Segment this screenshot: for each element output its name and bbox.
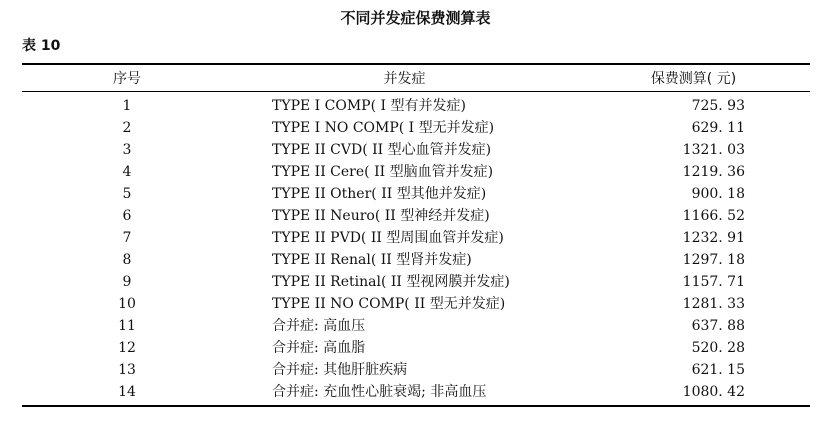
row-complication: TYPE II Neuro( II 型神经并发症) — [272, 208, 490, 224]
table-label: 表 10 — [22, 38, 61, 54]
row-index: 13 — [118, 362, 136, 378]
header-row — [22, 64, 810, 92]
row-premium: 637. 88 — [691, 318, 745, 334]
row-premium: 520. 28 — [691, 340, 745, 356]
row-complication: TYPE I NO COMP( I 型无并发症) — [272, 120, 495, 136]
row-premium: 1297. 18 — [682, 252, 745, 268]
row-premium: 629. 11 — [691, 120, 745, 136]
table-row — [22, 271, 810, 293]
row-premium: 1157. 71 — [682, 274, 745, 290]
table-row — [22, 92, 810, 118]
row-index: 9 — [122, 274, 132, 290]
row-index: 8 — [122, 252, 132, 268]
premium-table — [22, 63, 810, 407]
row-complication: TYPE II Retinal( II 型视网膜并发症) — [272, 274, 510, 290]
row-complication: TYPE II NO COMP( II 型无并发症) — [272, 296, 506, 312]
row-complication: 合并症: 高血脂 — [272, 340, 366, 356]
row-complication: TYPE II Renal( II 型肾并发症) — [272, 252, 472, 268]
table-row — [22, 139, 810, 161]
row-index: 3 — [122, 142, 132, 158]
header-complication: 并发症 — [383, 71, 426, 87]
row-index: 4 — [122, 164, 132, 180]
row-premium: 1281. 33 — [682, 296, 745, 312]
header-premium: 保费测算( 元) — [650, 71, 737, 87]
row-complication: 合并症: 高血压 — [272, 318, 366, 334]
row-index: 10 — [118, 296, 136, 312]
row-complication: 合并症: 其他肝脏疾病 — [272, 362, 408, 378]
row-premium: 1219. 36 — [682, 164, 745, 180]
table-row — [22, 249, 810, 271]
row-complication: TYPE II CVD( II 型心血管并发症) — [272, 142, 492, 158]
row-index: 2 — [122, 120, 132, 136]
table-row — [22, 161, 810, 183]
row-premium: 1080. 42 — [682, 384, 745, 400]
row-premium: 621. 15 — [691, 362, 745, 378]
table-header — [22, 64, 810, 92]
row-complication: 合并症: 充血性心脏衰竭; 非高血压 — [272, 384, 487, 400]
table-row — [22, 381, 810, 406]
row-index: 6 — [122, 208, 132, 224]
page-title: 不同并发症保费测算表 — [340, 9, 491, 27]
row-premium: 1321. 03 — [682, 142, 745, 158]
table-row — [22, 315, 810, 337]
table-row — [22, 117, 810, 139]
table-row — [22, 227, 810, 249]
table-row — [22, 359, 810, 381]
table-row — [22, 205, 810, 227]
row-premium: 725. 93 — [691, 98, 745, 114]
row-index: 11 — [118, 318, 136, 334]
row-index: 5 — [122, 186, 132, 202]
row-index: 1 — [122, 98, 132, 114]
header-index: 序号 — [113, 71, 141, 87]
row-index: 12 — [118, 340, 136, 356]
row-premium: 900. 18 — [691, 186, 745, 202]
table-row — [22, 183, 810, 205]
row-premium: 1232. 91 — [682, 230, 745, 246]
row-complication: TYPE II PVD( II 型周围血管并发症) — [272, 230, 504, 246]
row-complication: TYPE I COMP( I 型有并发症) — [272, 98, 466, 114]
row-index: 7 — [122, 230, 132, 246]
row-premium: 1166. 52 — [682, 208, 745, 224]
premium-table-container — [22, 63, 810, 407]
row-complication: TYPE II Other( II 型其他并发症) — [272, 186, 487, 202]
table-row — [22, 337, 810, 359]
row-index: 14 — [118, 384, 136, 400]
table-body — [22, 92, 810, 407]
row-complication: TYPE II Cere( II 型脑血管并发症) — [272, 164, 494, 180]
table-row — [22, 293, 810, 315]
